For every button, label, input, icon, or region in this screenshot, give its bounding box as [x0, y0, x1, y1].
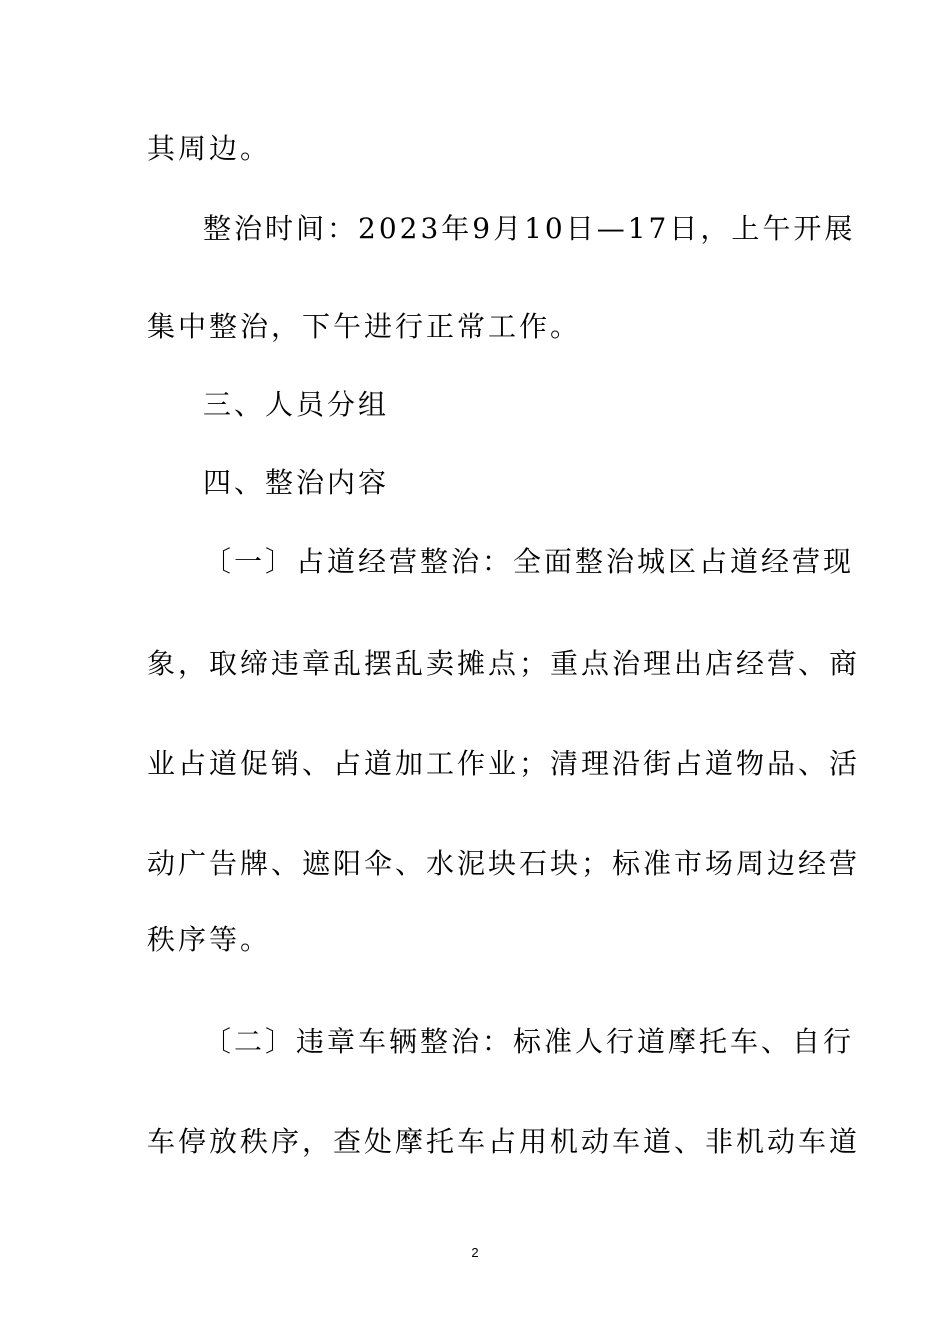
paragraph-line-6: 〔一〕占道经营整治：全面整治城区占道经营现	[203, 545, 855, 578]
page-number: 2	[471, 1245, 479, 1260]
paragraph-line-9: 动广告牌、遮阳伞、水泥块石块；标准市场周边经营	[147, 847, 861, 880]
paragraph-line-8: 业占道促销、占道加工作业；清理沿街占道物品、活	[147, 747, 861, 780]
paragraph-line-1: 其周边。	[147, 132, 272, 165]
section-heading-content: 四、整治内容	[203, 466, 390, 499]
paragraph-line-7: 象，取缔违章乱摆乱卖摊点；重点治理出店经营、商	[147, 647, 861, 680]
paragraph-line-10: 秩序等。	[147, 923, 272, 956]
paragraph-line-11: 〔二〕违章车辆整治：标准人行道摩托车、自行	[203, 1025, 855, 1058]
paragraph-line-2: 整治时间：2023年9月10日—17日，上午开展	[203, 212, 856, 245]
paragraph-line-3: 集中整治，下午进行正常工作。	[147, 310, 582, 343]
paragraph-line-12: 车停放秩序，查处摩托车占用机动车道、非机动车道	[147, 1125, 861, 1158]
section-heading-personnel: 三、人员分组	[203, 388, 390, 421]
